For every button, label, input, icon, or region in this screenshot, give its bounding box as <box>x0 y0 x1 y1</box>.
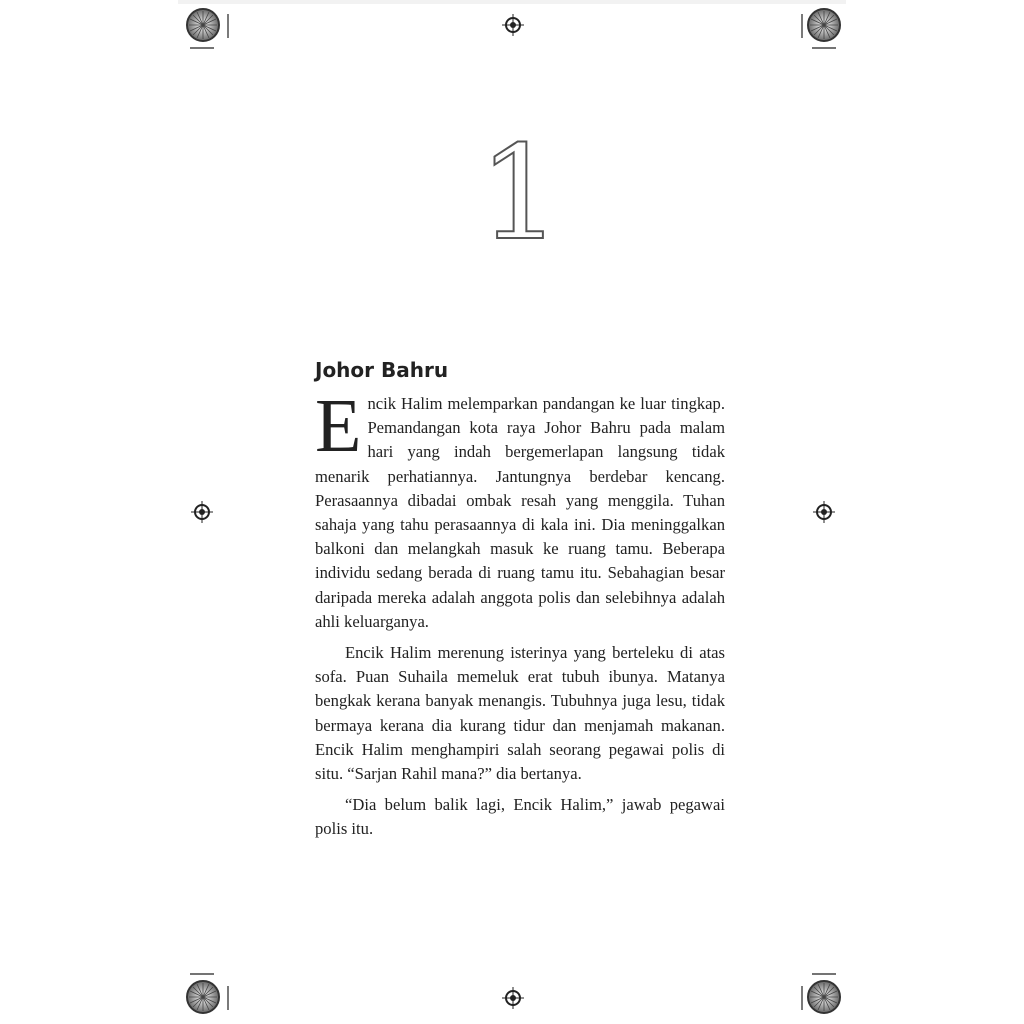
crosshair-icon <box>191 501 213 523</box>
chapter-number: 1 <box>478 117 562 269</box>
starburst-icon <box>798 970 848 1016</box>
starburst-icon <box>798 6 848 52</box>
drop-cap: E <box>315 384 362 468</box>
starburst-icon <box>184 6 234 52</box>
starburst-icon <box>184 970 234 1016</box>
location-heading: Johor Bahru <box>315 358 449 382</box>
crosshair-icon <box>813 501 835 523</box>
paragraph-2: Encik Halim merenung isterinya yang berteleku di atas sofa. Puan Suhaila memeluk erat tubuh ibunya. Matanya bengkak kerana banyak menangis. Tubuhnya juga lesu, tidak bermaya kerana dia kurang tidur dan menjamah makanan. Encik Halim menghampiri salah seorang pegawai polis di situ. “Sarjan Rahil mana?” dia bertanya. <box>315 643 725 784</box>
paragraph-3: “Dia belum balik lagi, Encik Halim,” jawab pegawai polis itu. <box>315 795 725 839</box>
chapter-body <box>315 384 725 849</box>
paragraph-1-text: ncik Halim melemparkan pandangan ke luar tingkap. Pemandangan kota raya Johor Bahru pada malam hari yang indah bergemerlapan langsung tidak menarik perhatiannya. Jantungnya berdebar kencang. Perasaannya dibadai ombak resah yang menggila. Tuhan sahaja yang tahu perasaannya di kala ini. Dia meninggalkan balkoni dan melangkah masuk ke ruang tamu. Beberapa individu sedang berada di ruang tamu itu. Sebahagian besar daripada mereka adalah anggota polis dan selebihnya adalah ahli keluarganya. <box>315 394 725 631</box>
page-top-edge <box>178 0 846 4</box>
paragraph-1 <box>315 384 725 634</box>
crosshair-icon <box>502 14 524 36</box>
crosshair-icon <box>502 987 524 1009</box>
